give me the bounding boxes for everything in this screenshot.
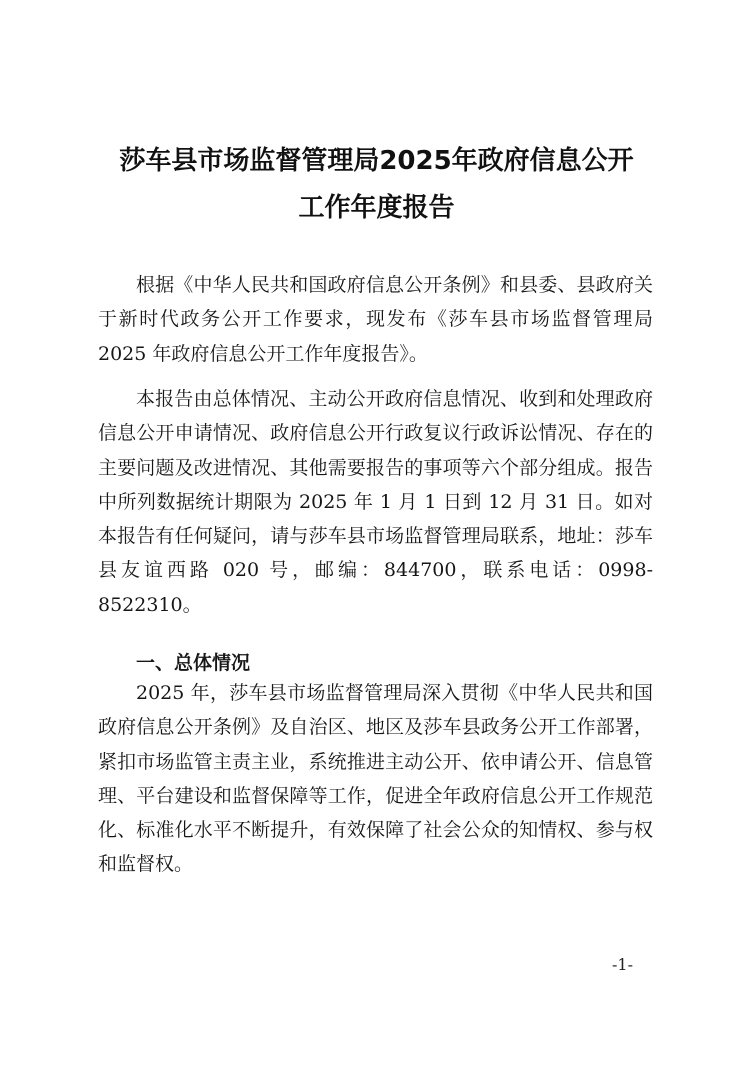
page-number: -1- (612, 955, 633, 974)
overview-paragraph: 2025 年，莎车县市场监督管理局深入贯彻《中华人民共和国政府信息公开条例》及自治区、地区及莎车县政务公开工作部署，紧扣市场监管主责主业，系统推进主动公开、依申请公开、信息管理、平台建设和监督保障等工作，促进全年政府信息公开工作规范化、标准化水平不断提升，有效保障了社会公众的知情权、参与权和监督权。 (98, 682, 653, 876)
document-title-line2: 工作年度报告 (298, 193, 455, 223)
intro-paragraph: 根据《中华人民共和国政府信息公开条例》和县委、县政府关于新时代政务公开工作要求，现发布《莎车县市场监督管理局 2025 年政府信息公开工作年度报告》。 (98, 274, 653, 365)
document-title-line1: 莎车县市场监督管理局2025年政府信息公开 (119, 146, 634, 176)
scope-paragraph: 本报告由总体情况、主动公开政府信息情况、收到和处理政府信息公开申请情况、政府信息公开行政复议行政诉讼情况、存在的主要问题及改进情况、其他需要报告的事项等六个部分组成。报告中所列数据统计期限为 2025 年 1 月 1 日到 12 月 31 日。如对本报告有任何疑问，请与莎车县市场监督管理局联系，地址：莎车县友谊西路 020 号，邮编：844700，联系电话：0998-8522310。 (98, 388, 653, 616)
section-heading-overview: 一、总体情况 (136, 652, 251, 674)
